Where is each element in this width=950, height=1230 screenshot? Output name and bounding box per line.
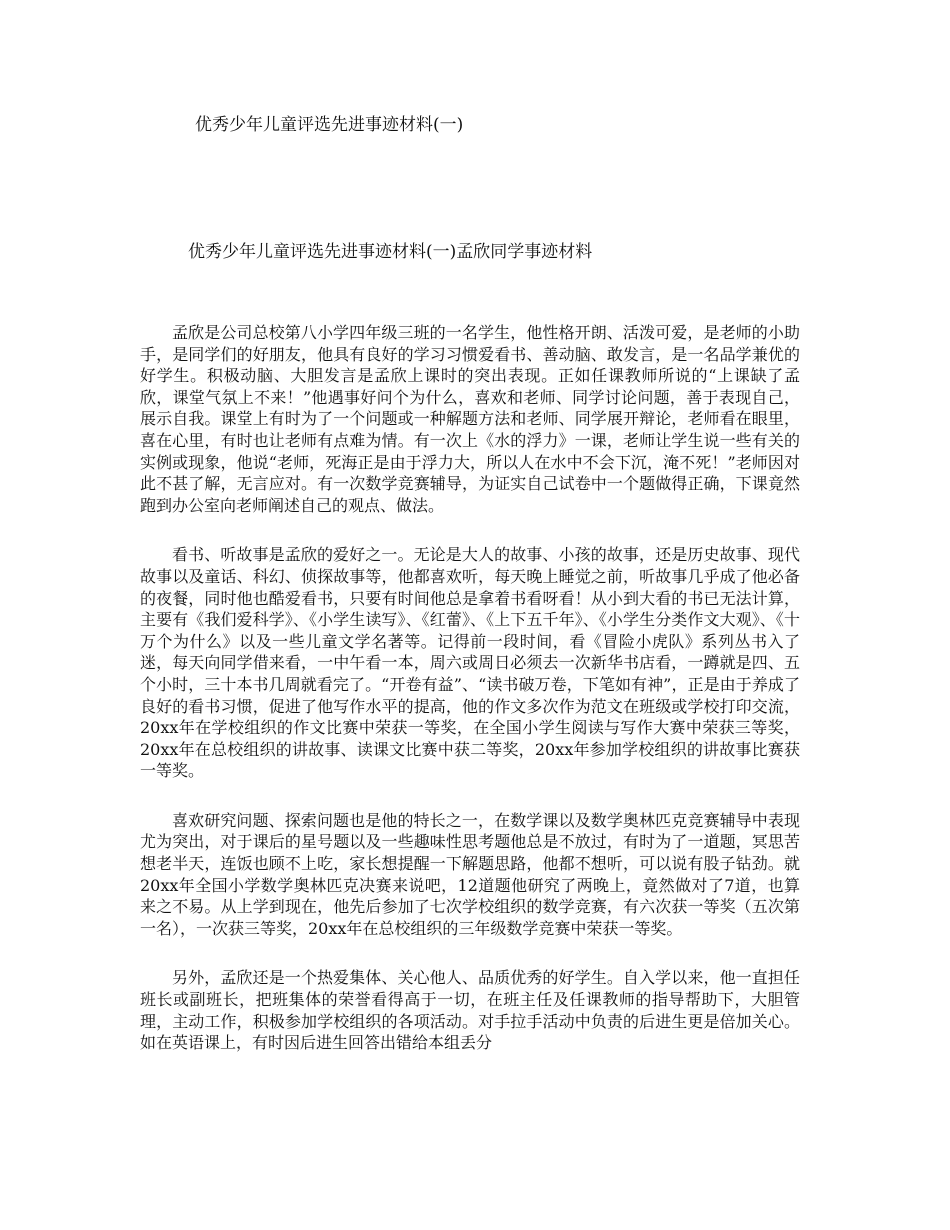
body-paragraph-3: 喜欢研究问题、探索问题也是他的特长之一，在数学课以及数学奥林匹克竞赛辅导中表现尤为突出，对于课后的星号题以及一些趣味性思考题他总是不放过，有时为了一道题，冥思苦想老半天，连饭也顾不上吃，家长想提醒一下解题思路，他都不想听，可以说有股子钻劲。就20xx年全国小学数学奥林匹克决赛来说吧，12道题他研究了两晚上，竟然做对了7道，也算来之不易。从上学到现在，他先后参加了七次学校组织的数学竞赛，有六次获一等奖（五次第一名），一次获三等奖，20xx年在总校组织的三年级数学竞赛中荣获一等奖。 (140, 810, 800, 938)
document-body (140, 322, 800, 1082)
body-paragraph-2: 看书、听故事是孟欣的爱好之一。无论是大人的故事、小孩的故事，还是历史故事、现代故事以及童话、科幻、侦探故事等，他都喜欢听，每天晚上睡觉之前，听故事几乎成了他必备的夜餐，同时他也酷爱看书，只要有时间他总是拿着书看呀看！从小到大看的书已无法计算，主要有《我们爱科学》、《小学生读写》、《红蕾》、《上下五千年》、《小学生分类作文大观》、《十万个为什么》以及一些儿童文学名著等。记得前一段时间，看《冒险小虎队》系列丛书入了迷，每天向同学借来看，一中午看一本，周六或周日必须去一次新华书店看，一蹲就是四、五个小时，三十本书几周就看完了。“开卷有益”、“读书破万卷，下笔如有神”，正是由于养成了良好的看书习惯，促进了他写作水平的提高，他的作文多次作为范文在班级或学校打印交流，20xx年在学校组织的作文比赛中荣获一等奖，在全国小学生阅读与写作大赛中荣获三等奖，20xx年在总校组织的讲故事、读课文比赛中获二等奖，20xx年参加学校组织的讲故事比赛获一等奖。 (140, 545, 800, 781)
body-paragraph-1: 孟欣是公司总校第八小学四年级三班的一名学生，他性格开朗、活泼可爱，是老师的小助手，是同学们的好朋友，他具有良好的学习习惯爱看书、善动脑、敢发言，是一名品学兼优的好学生。积极动脑、大胆发言是孟欣上课时的突出表现。正如任课教师所说的“上课缺了孟欣，课堂气氛上不来！”他遇事好问个为什么，喜欢和老师、同学讨论问题，善于表现自己，展示自我。课堂上有时为了一个问题或一种解题方法和老师、同学展开辩论，老师看在眼里，喜在心里，有时也让老师有点难为情。有一次上《水的浮力》一课，老师让学生说一些有关的实例或现象，他说“老师，死海正是由于浮力大，所以人在水中不会下沉，淹不死！”老师因对此不甚了解，无言应对。有一次数学竞赛辅导，为证实自己试卷中一个题做得正确，下课竟然跑到办公室向老师阐述自己的观点、做法。 (140, 323, 800, 515)
document-subtitle: 优秀少年儿童评选先进事迹材料(一)孟欣同学事迹材料 (188, 242, 593, 262)
document-title: 优秀少年儿童评选先进事迹材料(一) (195, 115, 464, 135)
body-paragraph-4: 另外，孟欣还是一个热爱集体、关心他人、品质优秀的好学生。自入学以来，他一直担任班长或副班长，把班集体的荣誉看得高于一切，在班主任及任课教师的指导帮助下，大胆管理，主动工作，积极参加学校组织的各项活动。对手拉手活动中负责的后进生更是倍加关心。如在英语课上，有时因后进生回答出错给本组丢分 (140, 968, 800, 1053)
